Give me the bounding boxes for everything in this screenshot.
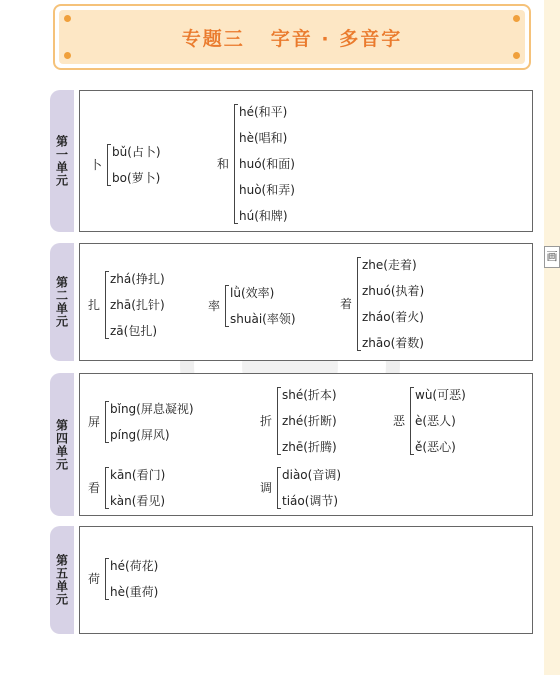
brace-line — [105, 558, 109, 600]
reading-item: hú(和牌) — [239, 209, 288, 223]
reading-item: zhe(走着) — [362, 258, 417, 272]
side-tool-icon[interactable]: 画 — [544, 246, 560, 268]
brace-line — [105, 467, 109, 509]
title-banner — [53, 4, 531, 70]
brace-line — [105, 401, 109, 443]
reading-item: hé(和平) — [239, 105, 288, 119]
reading-item: shuài(率领) — [230, 312, 296, 326]
polyphonic-char: 卜 — [90, 158, 103, 172]
reading-item: hè(唱和) — [239, 131, 288, 145]
reading-item: huó(和面) — [239, 157, 295, 171]
unit-box-2 — [79, 243, 533, 361]
polyphonic-char: 恶 — [393, 414, 406, 428]
reading-item: zhuó(执着) — [362, 284, 425, 298]
reading-item: diào(音调) — [282, 468, 342, 482]
reading-item: wù(可恶) — [415, 388, 466, 402]
unit-box-5 — [79, 526, 533, 634]
polyphonic-char: 扎 — [88, 298, 101, 312]
brace-line — [225, 285, 229, 327]
reading-item: ě(恶心) — [415, 440, 456, 454]
corner-dot — [64, 15, 71, 22]
brace-line — [105, 271, 109, 339]
title-main: 专题三 — [181, 27, 245, 50]
unit-tab-1 — [50, 90, 74, 232]
polyphonic-char: 调 — [260, 481, 273, 495]
reading-item: zháo(着火) — [362, 310, 424, 324]
reading-item: píng(屏风) — [110, 428, 170, 442]
brace-line — [277, 387, 281, 455]
reading-item: kān(看门) — [110, 468, 166, 482]
corner-dot — [513, 52, 520, 59]
unit-tab-4 — [50, 373, 74, 516]
unit-label: 第五单元 — [54, 554, 69, 606]
reading-item: hé(荷花) — [110, 559, 159, 573]
unit-label: 第四单元 — [54, 418, 69, 471]
polyphonic-char: 荷 — [88, 572, 101, 586]
unit-label: 第二单元 — [54, 276, 69, 328]
reading-item: zhē(折腾) — [282, 440, 337, 454]
reading-item: zhā(扎针) — [110, 298, 165, 312]
brace-line — [410, 387, 414, 455]
reading-item: zhé(折断) — [282, 414, 337, 428]
reading-item: bǔ(占卜) — [112, 145, 161, 159]
brace-line — [107, 144, 111, 186]
reading-item: zhá(挣扎) — [110, 272, 165, 286]
polyphonic-char: 屏 — [88, 415, 101, 429]
brace-line — [357, 257, 361, 351]
brace-line — [234, 104, 238, 224]
polyphonic-char: 着 — [340, 297, 353, 311]
reading-item: è(恶人) — [415, 414, 456, 428]
unit-box-4 — [79, 373, 533, 516]
unit-tab-2 — [50, 243, 74, 361]
corner-dot — [513, 15, 520, 22]
reading-item: bǐng(屏息凝视) — [110, 402, 194, 416]
reading-item: tiáo(调节) — [282, 494, 339, 508]
unit-tab-5 — [50, 526, 74, 634]
unit-box-1 — [79, 90, 533, 232]
reading-item: kàn(看见) — [110, 494, 166, 508]
right-margin-strip — [544, 0, 560, 675]
reading-item: zhāo(着数) — [362, 336, 424, 350]
reading-item: bo(萝卜) — [112, 171, 161, 185]
polyphonic-char: 率 — [208, 299, 221, 313]
corner-dot — [64, 52, 71, 59]
reading-item: shé(折本) — [282, 388, 337, 402]
brace-line — [277, 467, 281, 509]
polyphonic-char: 看 — [88, 481, 101, 495]
reading-item: lǜ(效率) — [230, 286, 275, 300]
reading-item: huò(和弄) — [239, 183, 295, 197]
reading-item: zā(包扎) — [110, 324, 158, 338]
title-banner-inner — [59, 10, 525, 64]
unit-label: 第一单元 — [54, 135, 69, 187]
reading-item: hè(重荷) — [110, 585, 159, 599]
title-sub: 字音 · 多音字 — [270, 27, 403, 50]
polyphonic-char: 和 — [217, 157, 230, 171]
polyphonic-char: 折 — [260, 414, 273, 428]
page-title — [182, 24, 402, 51]
